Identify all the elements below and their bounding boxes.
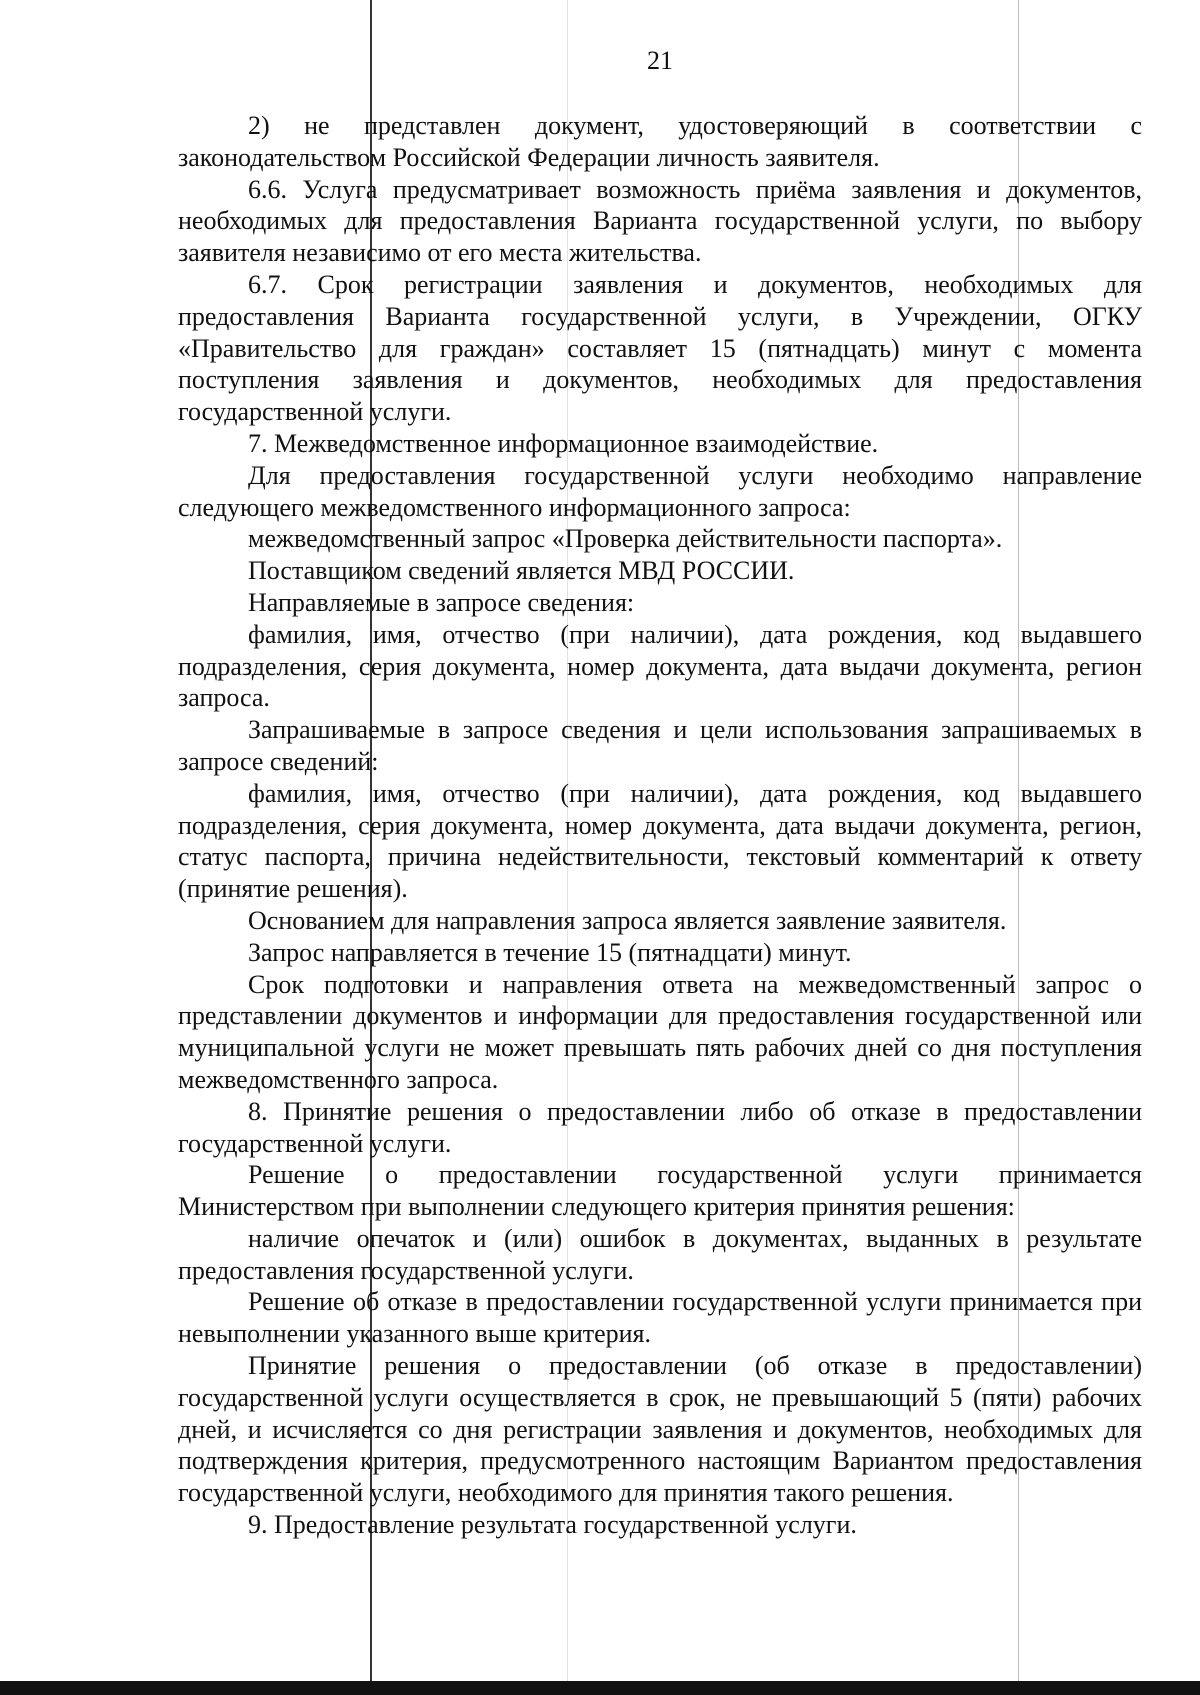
paragraph: Запрашиваемые в запросе сведения и цели использования запрашиваемых в запросе сведений:: [178, 715, 1142, 776]
scan-bottom-edge: [0, 1681, 1200, 1695]
document-body: [178, 110, 1142, 1541]
paragraph: фамилия, имя, отчество (при наличии), дата рождения, код выдавшего подразделения, серия документа, номер документа, дата выдачи документа, регион запроса.: [178, 619, 1142, 713]
paragraph: 2) не представлен документ, удостоверяющий в соответствии с законодательством Российской Федерации личность заявителя.: [178, 111, 1142, 172]
paragraph: 9. Предоставление результата государственной услуги.: [248, 1510, 857, 1540]
paragraph: 8. Принятие решения о предоставлении либо об отказе в предоставлении государственной услуги.: [178, 1096, 1142, 1158]
paragraph: Решение об отказе в предоставлении государственной услуги принимается при невыполнении указанного выше критерия.: [178, 1287, 1142, 1349]
paragraph: Запрос направляется в течение 15 (пятнадцати) минут.: [248, 937, 852, 967]
paragraph: 6.7. Срок регистрации заявления и документов, необходимых для предоставления Варианта государственной услуги, в Учреждении, ОГКУ «Правительство для граждан» составляет 15 (пятнадцать) минут с момента поступления заявления и документов, необходимых для предоставления государственной услуги.: [178, 269, 1142, 427]
paragraph: 6.6. Услуга предусматривает возможность приёма заявления и документов, необходимых для предоставления Варианта государственной услуги, по выбору заявителя независимо от его места жительства.: [178, 174, 1142, 268]
paragraph: 7. Межведомственное информационное взаимодействие.: [248, 428, 879, 458]
paragraph: Направляемые в запросе сведения:: [248, 587, 635, 617]
paragraph: Основанием для направления запроса является заявление заявителя.: [248, 905, 1007, 935]
paragraph: Решение о предоставлении государственной услуги принимается Министерством при выполнении следующего критерия принятия решения:: [178, 1160, 1142, 1222]
paragraph: Срок подготовки и направления ответа на межведомственный запрос о представлении документов и информации для предоставления государственной или муниципальной услуги не может превышать пять рабочих дней со дня поступления межведомственного запроса.: [178, 969, 1142, 1094]
page-number: 21: [647, 46, 673, 75]
paragraph: межведомственный запрос «Проверка действительности паспорта».: [248, 524, 1003, 554]
paragraph: наличие опечаток и (или) ошибок в документах, выданных в результате предоставления государственной услуги.: [178, 1223, 1142, 1285]
paragraph: фамилия, имя, отчество (при наличии), дата рождения, код выдавшего подразделения, серия документа, номер документа, дата выдачи документа, регион, статус паспорта, причина недействительности, текстовый комментарий к ответу (принятие решения).: [178, 778, 1142, 904]
paragraph: Поставщиком сведений является МВД РОССИИ.: [248, 556, 795, 586]
paragraph: Для предоставления государственной услуги необходимо направление следующего межведомственного информационного запроса:: [178, 460, 1142, 522]
paragraph: Принятие решения о предоставлении (об отказе в предоставлении) государственной услуги осуществляется в срок, не превышающий 5 (пяти) рабочих дней, и исчисляется со дня регистрации заявления и документов, необходимых для подтверждения критерия, предусмотренного настоящим Вариантом предоставления государственной услуги, необходимого для принятия такого решения.: [178, 1351, 1142, 1508]
